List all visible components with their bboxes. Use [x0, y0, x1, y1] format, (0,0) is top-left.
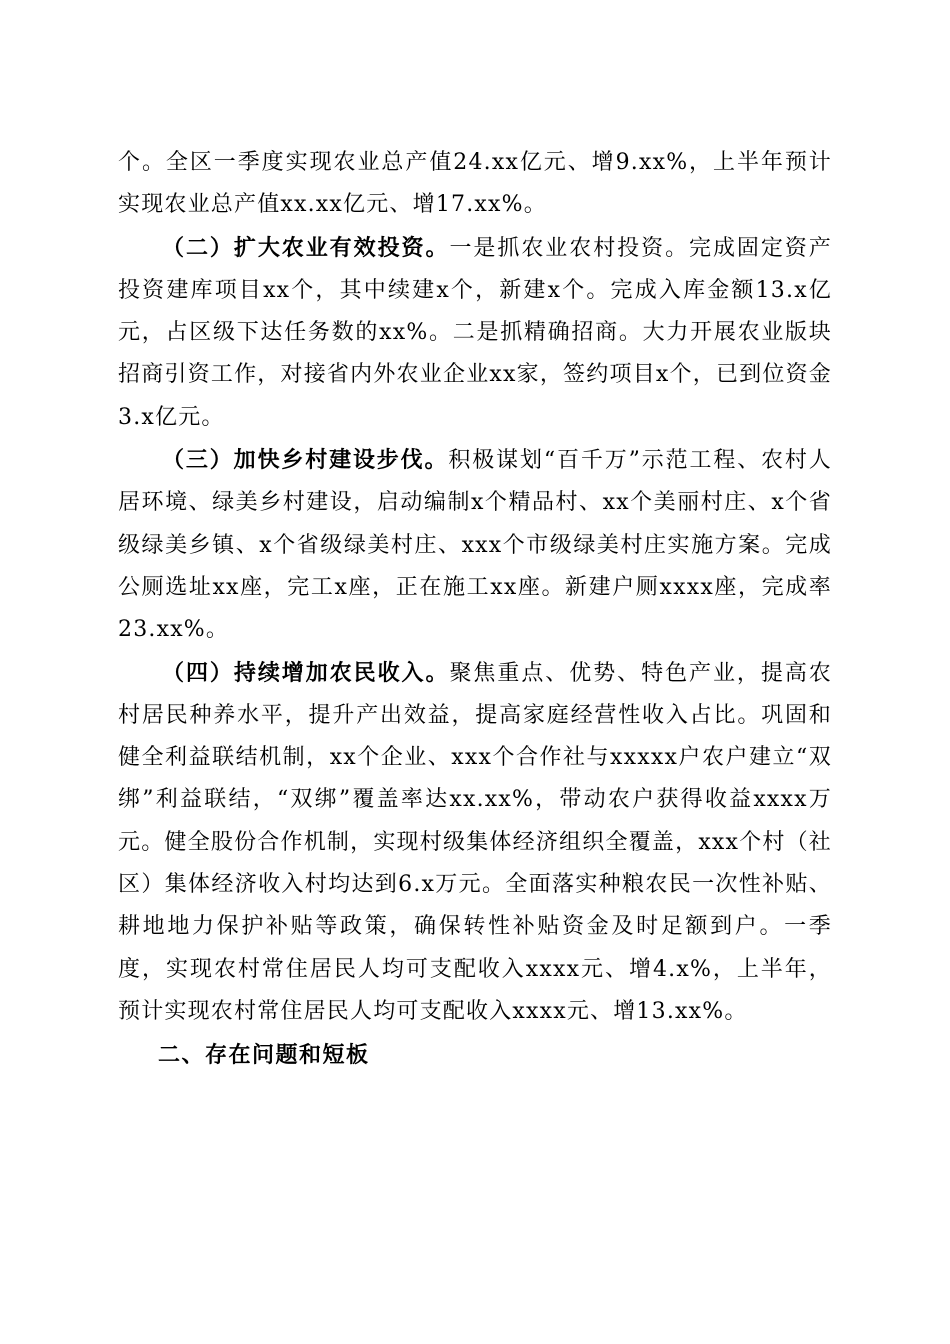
paragraph-investment	[118, 227, 832, 439]
document-page	[118, 142, 832, 1077]
paragraph-text: 聚焦重点、优势、特色产业，提高农村居民种养水平，提升产出效益，提高家庭经营性收入占比。巩固和健全利益联结机制，xx个企业、xxx个合作社与xxxxx户农户建立“双绑”利益联结，“双绑”覆盖率达xx.xx%，带动农户获得收益xxxx万元。健全股份合作机制，实现村级集体经济组织全覆盖，xxx个村（社区）集体经济收入村均达到6.x万元。全面落实种粮农民一次性补贴、耕地地力保护补贴等政策，确保转性补贴资金及时足额到户。一季度，实现农村常住居民人均可支配收入xxxx元、增4.x%，上半年，预计实现农村常住居民人均可支配收入xxxx元、增13.xx%。	[118, 660, 832, 1024]
paragraph-text: 个。全区一季度实现农业总产值24.xx亿元、增9.xx%，上半年预计实现农业总产值xx.xx亿元、增17.xx%。	[118, 150, 832, 218]
paragraph-continuation	[118, 142, 832, 227]
paragraph-text: 一是抓农业农村投资。完成固定资产投资建库项目xx个，其中续建x个，新建x个。完成入库金额13.x亿元，占区级下达任务数的xx%。二是抓精确招商。大力开展农业版块招商引资工作，对接省内外农业企业xx家，签约项目x个，已到位资金3.x亿元。	[118, 235, 832, 430]
paragraph-rural-construction	[118, 439, 832, 651]
subheading-investment: （二）扩大农业有效投资。	[162, 234, 450, 261]
section-heading: 二、存在问题和短板	[158, 1043, 370, 1069]
subheading-farmer-income: （四）持续增加农民收入。	[162, 659, 450, 686]
paragraph-text: 积极谋划“百千万”示范工程、农村人居环境、绿美乡村建设，启动编制x个精品村、xx个美丽村庄、x个省级绿美乡镇、x个省级绿美村庄、xxx个市级绿美村庄实施方案。完成公厕选址xx座，完工x座，正在施工xx座。新建户厕xxxx座，完成率23.xx%。	[118, 448, 832, 643]
subheading-rural-construction: （三）加快乡村建设步伐。	[162, 447, 449, 474]
paragraph-farmer-income	[118, 652, 832, 1034]
